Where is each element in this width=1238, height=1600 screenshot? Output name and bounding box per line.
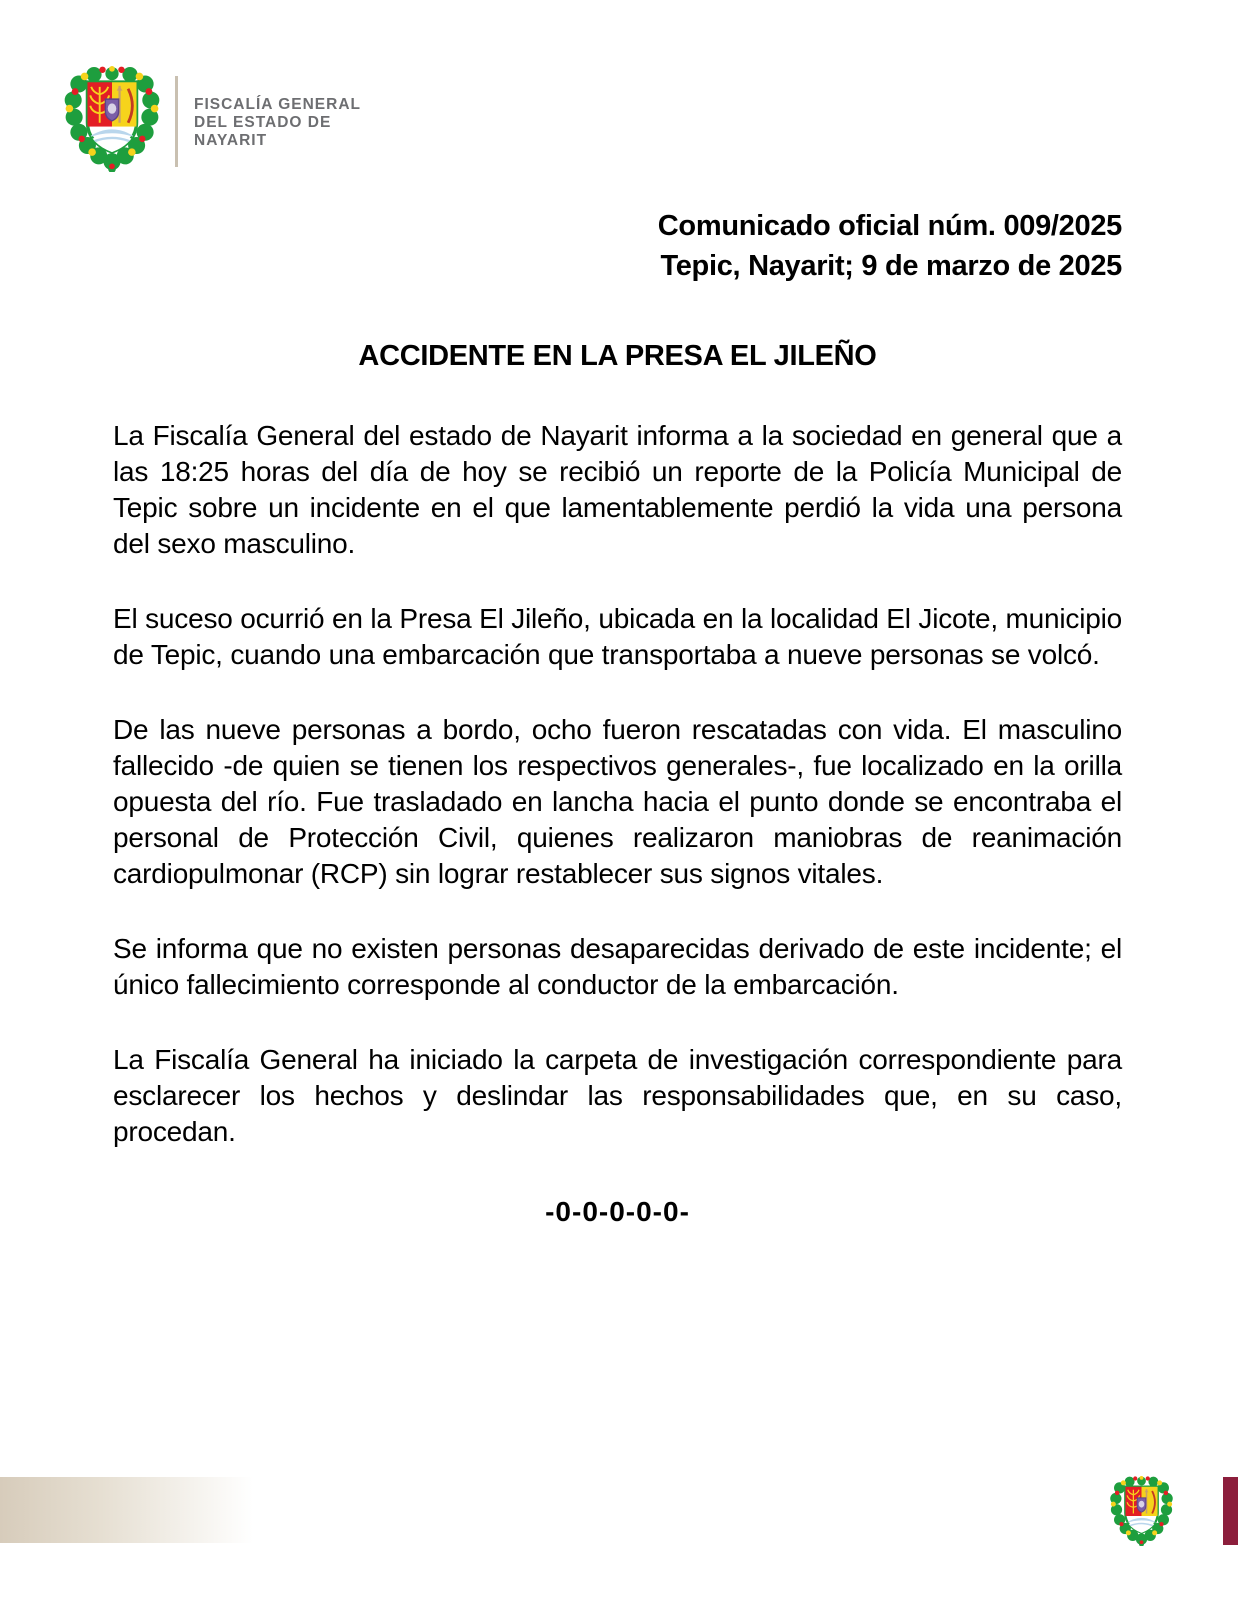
agency-wordmark-line: NAYARIT xyxy=(194,132,268,149)
agency-logo-lockup xyxy=(63,66,361,172)
document-body xyxy=(113,418,1122,1228)
body-paragraph: La Fiscalía General del estado de Nayarit informa a la sociedad en general que a las 18:25 horas del día de hoy se recibió un reporte de la Policía Municipal de Tepic sobre un incidente en el que lamentablemente perdió la vida una persona del sexo masculino. xyxy=(113,420,1122,559)
body-paragraph: Se informa que no existen personas desaparecidas derivado de este incidente; el único fallecimiento corresponde al conductor de la embarcación. xyxy=(113,933,1122,1000)
document-title: ACCIDENTE EN LA PRESA EL JILEÑO xyxy=(358,340,877,372)
body-paragraph: El suceso ocurrió en la Presa El Jileño, ubicada en la localidad El Jicote, municipio de Tepic, cuando una embarcación que transportaba a nueve personas se volcó. xyxy=(113,603,1122,670)
comunicado-number: Comunicado oficial núm. 009/2025 xyxy=(657,210,1122,242)
agency-wordmark-line: DEL ESTADO DE xyxy=(194,114,332,131)
footer-gradient-bar xyxy=(0,1477,253,1543)
body-paragraph: De las nueve personas a bordo, ocho fueron rescatadas con vida. El masculino fallecido -de quien se tienen los respectivos generales-, fue localizado en la orilla opuesta del río. Fue trasladado en lancha hacia el punto donde se encontraba el personal de Protección Civil, quienes realizaron maniobras de reanimación cardiopulmonar (RCP) sin lograr restablecer sus signos vitales. xyxy=(113,714,1122,889)
nayarit-coat-of-arms-icon xyxy=(63,66,161,172)
nayarit-coat-of-arms-icon xyxy=(1110,1476,1173,1546)
end-separator: -0-0-0-0-0- xyxy=(545,1196,690,1227)
agency-wordmark-line: FISCALÍA GENERAL xyxy=(194,96,361,113)
body-paragraph: La Fiscalía General ha iniciado la carpeta de investigación correspondiente para esclarecer los hechos y deslindar las responsabilidades que, en su caso, procedan. xyxy=(113,1044,1122,1147)
logo-divider xyxy=(175,76,178,167)
comunicado-heading xyxy=(658,206,1122,286)
agency-wordmark xyxy=(194,96,361,150)
footer-accent-bar xyxy=(1223,1477,1238,1545)
comunicado-dateline: Tepic, Nayarit; 9 de marzo de 2025 xyxy=(660,250,1122,282)
